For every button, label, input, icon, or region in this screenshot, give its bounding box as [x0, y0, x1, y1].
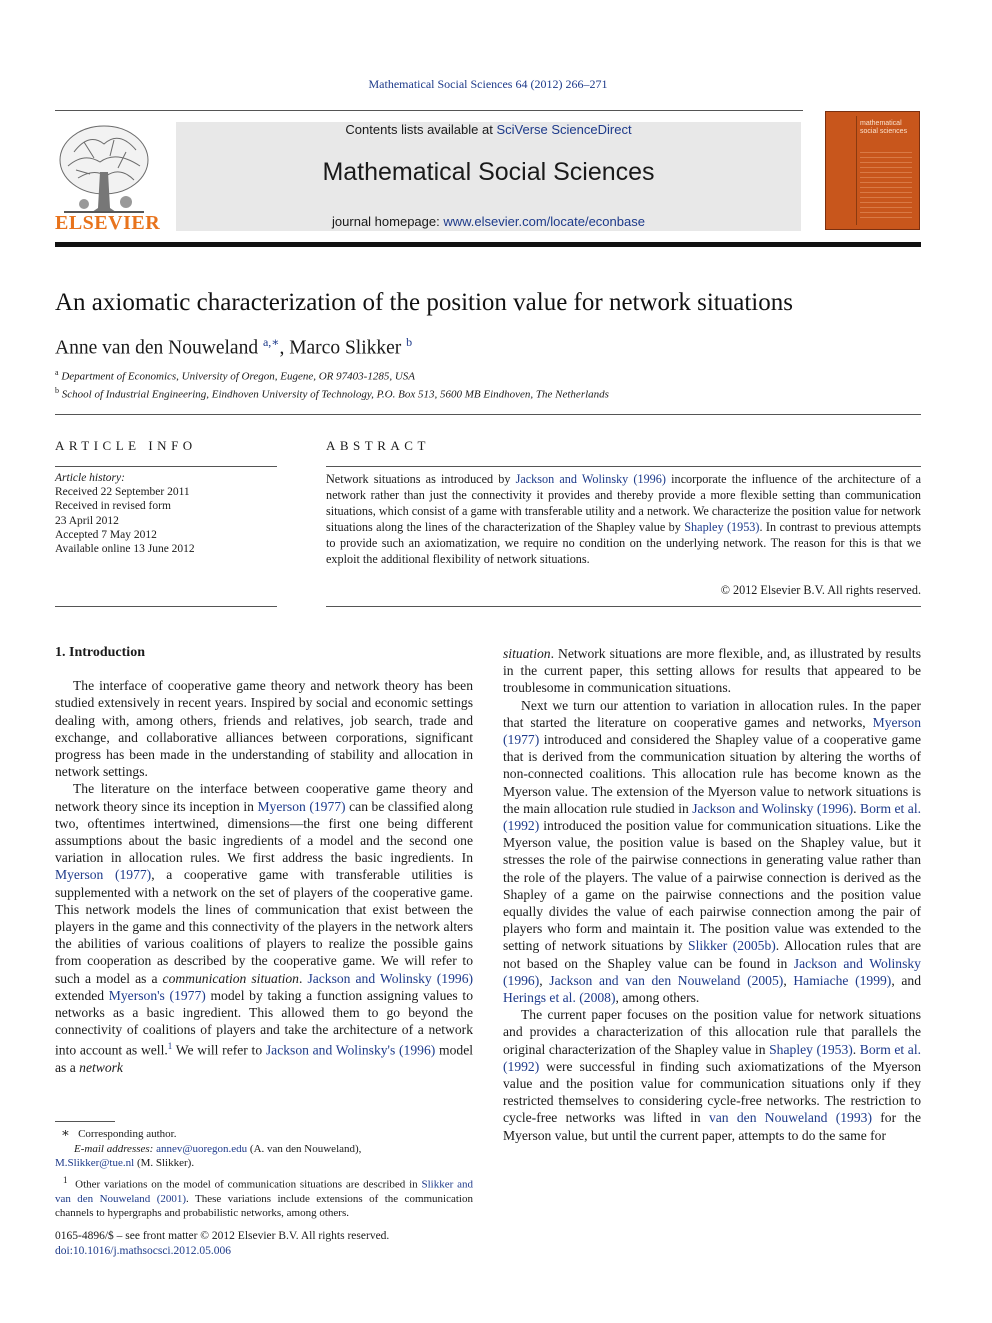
text-fragment: The current paper focuses on the position value for network situations and provides a characterization of this allocation rule that parallels the original characterization of the Shapley value in: [503, 1007, 921, 1057]
history-line: Accepted 7 May 2012: [55, 528, 157, 541]
text-fragment: .: [852, 1041, 860, 1057]
email-owner: (A. van den Nouweland),: [247, 1142, 362, 1155]
text-fragment: ,: [539, 972, 550, 988]
footnote-text: Corresponding author.: [78, 1128, 177, 1140]
cover-spine: [830, 116, 857, 225]
emphasis: network: [79, 1060, 123, 1076]
email-link[interactable]: M.Slikker@tue.nl: [55, 1157, 135, 1169]
abstract-rule: [326, 606, 921, 607]
abstract-fragment: . In contrast to previous attempts to provide such an axiomatization, we require no condition on the underlying network. The reason for this is that we exploit the additional flexibility of network situations.: [326, 520, 921, 566]
sciencedirect-link[interactable]: SciVerse ScienceDirect: [496, 122, 632, 137]
footnote-emails: [55, 1156, 473, 1171]
emphasis: communication situation: [162, 970, 299, 986]
author-name[interactable]: Marco Slikker: [289, 337, 402, 359]
homepage-link[interactable]: www.elsevier.com/locate/econbase: [443, 214, 645, 229]
text-fragment: extended: [55, 987, 109, 1003]
contents-prefix: Contents lists available at: [345, 122, 497, 137]
citation-link[interactable]: Jackson and van den Nouweland (2005): [549, 972, 784, 988]
author-affiliation-marker[interactable]: a,∗: [262, 335, 280, 349]
history-line: Received in revised form: [55, 500, 171, 513]
paragraph: [503, 645, 921, 697]
footnote-emails: [55, 1142, 473, 1157]
paragraph: [55, 780, 473, 1076]
citation-link[interactable]: Jackson and Wolinsky (1996): [515, 472, 666, 486]
emphasis: situation: [503, 646, 551, 661]
author-list: [55, 335, 412, 360]
header-thick-rule: [55, 242, 921, 247]
history-line: Available online 13 June 2012: [55, 543, 195, 556]
body-column-right: [503, 645, 921, 1144]
header-rule: [55, 110, 803, 111]
text-fragment: The literature on the interface between cooperative game theory and network theory since its inception in: [55, 781, 473, 814]
citation-link[interactable]: Jackson and Wolinsky (1996): [307, 970, 474, 986]
paragraph: The interface of cooperative game theory and network theory has been studied extensively in recent years. Inspired by social and economic settings dealing with, among others, friends and relatives, job search, trade and exchange, and collaborative alliances between corporations, significant progress has been made in the understanding of stability and allocation in network settings.: [55, 678, 473, 780]
citation-link[interactable]: Borm et al. (1992): [503, 1041, 922, 1074]
footnote-rule: [55, 1121, 115, 1122]
journal-citation[interactable]: Mathematical Social Sciences 64 (2012) 266–271: [368, 77, 608, 91]
journal-homepage-line: [176, 214, 801, 229]
email-link[interactable]: annev@uoregon.edu: [156, 1142, 248, 1155]
section-heading: 1. Introduction: [55, 645, 145, 660]
homepage-prefix: journal homepage:: [332, 214, 444, 229]
text-fragment: .: [298, 970, 308, 986]
text-fragment: Next we turn our attention to variation in allocation rules. In the paper that started the literature on cooperative games and networks,: [503, 697, 921, 730]
citation-link[interactable]: Myerson (1977): [55, 867, 152, 883]
article-info-heading: ARTICLE INFO: [55, 438, 197, 453]
email-owner: (M. Slikker).: [134, 1157, 195, 1169]
history-line: Received 22 September 2011: [55, 486, 190, 499]
text-fragment: can be classified along two, oftentimes intertwined, dimensions—the first one being different assumptions about the basic ingredients of a model and the second one variation in allocation rules. We first address the basic ingredients. In: [55, 798, 473, 866]
front-matter: [55, 1229, 389, 1259]
affiliation-a: [55, 368, 415, 383]
affiliation-b: [55, 386, 609, 401]
author-affiliation-marker[interactable]: b: [406, 335, 413, 349]
text-fragment: were successful in finding such axiomatizations of the Myerson value and the position value for communication situations only if they restricted themselves to considering cycle-free networks. The restriction to cycle-free networks was lifted in: [503, 1058, 921, 1126]
text-fragment: ,: [783, 972, 794, 988]
text-fragment: model as a: [55, 1043, 473, 1076]
affiliation-rule: [55, 414, 921, 415]
text-fragment: model by taking a function assigning values to networks as a basic ingredient. This allowed them to go beyond the connectivity of coalitions of players and take the architecture of a network into account as well.: [55, 987, 473, 1058]
footnote-1: [55, 1173, 473, 1221]
text-fragment: introduced and considered the Shapley value of a cooperative game that is derived from the communication situation by altering the worths of non-connected coalitions. This allocation rule has become known as the Myerson value. The extension of the Myerson value to network situations is the main allocation rule studied in: [503, 732, 921, 816]
affiliation-label: a: [55, 368, 59, 377]
text-fragment: We will refer to: [172, 1043, 266, 1058]
text-fragment: , a cooperative game with transferable utilities is supplemented with a network on the set of players of the cooperative game. This network models the lines of communication that exist between the players in the game and this connectivity of the players in the network alters the abilities of various coalitions of players to realize the possible gains from cooperation as described by the cooperative game. We will refer to such a model as a: [55, 867, 474, 986]
footnote-star: ∗: [61, 1125, 70, 1140]
contents-lists-line: [176, 122, 801, 137]
citation-link[interactable]: Jackson and Wolinsky's (1996): [265, 1043, 436, 1058]
text-fragment: . Allocation rules that are not based on the Shapley value can be found in: [503, 938, 921, 971]
text-fragment: introduced the position value for communication situations. Like the Myerson value, the position value is based on the Shapley value, but it stresses the role of the pairwise connections in generating value rather than the role of the players. The value of a pairwise connection is derived as the Shapley of a game on the pairwise connections and the position value equally divides the value of each pairwise connection among the pair of players who form and maintain it. The position value was extended to the setting of network situations by: [503, 818, 921, 954]
article-info-rule: [55, 466, 277, 467]
footnote-marker[interactable]: 1: [167, 1041, 173, 1052]
citation-link[interactable]: Jackson and Wolinsky (1996): [503, 955, 921, 988]
journal-cover-thumbnail[interactable]: [825, 111, 920, 230]
citation-link[interactable]: Slikker (2005b): [688, 938, 776, 954]
cover-title: mathematical social sciences: [860, 120, 908, 135]
history-line: 23 April 2012: [55, 514, 119, 527]
abstract-heading: ABSTRACT: [326, 438, 430, 453]
abstract-rule: [326, 466, 921, 467]
text-fragment: , and: [891, 972, 922, 988]
footnotes: [55, 1126, 473, 1221]
article-info-rule: [55, 606, 277, 607]
affiliation-text: School of Industrial Engineering, Eindhoven University of Technology, P.O. Box 513, 5600 MB Eindhoven, The Netherlands: [61, 388, 609, 401]
email-label: E-mail addresses:: [74, 1142, 154, 1155]
citation-link[interactable]: Borm et al. (1992): [503, 800, 921, 834]
citation-link[interactable]: Hamiache (1999): [793, 972, 892, 988]
text-fragment: . Network situations are more flexible, and, as illustrated by results in the current paper, this setting allows for results that appeared to be troublesome in communication situations.: [503, 646, 921, 696]
citation-link[interactable]: Myerson (1977): [503, 714, 921, 748]
text-fragment: for the Myerson value, but until the current paper, attempts to do the same for: [503, 1110, 922, 1143]
body-column-left: [55, 644, 473, 1076]
affiliation-text: Department of Economics, University of Oregon, Eugene, OR 97403-1285, USA: [61, 370, 415, 383]
abstract-fragment: Network situations as introduced by: [326, 472, 516, 486]
citation-link[interactable]: Slikker and van den Nouweland (2001): [55, 1178, 473, 1205]
citation-link[interactable]: Myerson's (1977): [108, 987, 206, 1003]
citation-link[interactable]: Jackson and Wolinsky (1996): [692, 800, 854, 816]
abstract-fragment: incorporate the influence of the architecture of a network rather than just the connectivity it provides and thereby provide a more flexible setting than communication situations, which consist of a game with transferable utility and a network. We characterize the position value for network situations along the lines of the characterization of the Shapley value by: [326, 472, 921, 534]
author-separator: ,: [279, 337, 290, 359]
journal-title: Mathematical Social Sciences: [322, 158, 655, 186]
affiliation-label: b: [55, 386, 59, 395]
copyright-notice: © 2012 Elsevier B.V. All rights reserved.: [720, 583, 921, 597]
footnote-corresponding: [55, 1126, 473, 1142]
paragraph: [503, 697, 921, 1007]
abstract-text: [326, 471, 921, 567]
footnote-text: . These variations include extensions of the communication channels to hypergraphs and probabilistic networks, among others.: [55, 1192, 473, 1220]
footnote-text: Other variations on the model of communication situations are described in: [75, 1178, 422, 1191]
text-fragment: , among others.: [615, 990, 700, 1006]
citation-link[interactable]: Shapley (1953): [769, 1041, 853, 1057]
cover-text-lines: [860, 148, 912, 218]
paragraph: [503, 1006, 921, 1144]
text-fragment: .: [853, 800, 861, 816]
article-history: [55, 471, 195, 556]
citation-link[interactable]: van den Nouweland (1993): [708, 1110, 872, 1126]
citation-link[interactable]: Herings et al. (2008): [503, 990, 616, 1006]
author-name[interactable]: Anne van den Nouweland: [55, 337, 259, 359]
issn-line: 0165-4896/$ – see front matter © 2012 Elsevier B.V. All rights reserved.: [55, 1230, 390, 1242]
doi-link[interactable]: doi:10.1016/j.mathsocsci.2012.05.006: [55, 1245, 232, 1257]
citation-link[interactable]: Shapley (1953): [684, 520, 760, 534]
footnote-number: 1: [63, 1174, 68, 1185]
history-label: Article history:: [55, 472, 125, 484]
citation-link[interactable]: Myerson (1977): [257, 798, 346, 814]
elsevier-wordmark: ELSEVIER: [55, 212, 161, 234]
article-title: An axiomatic characterization of the position value for network situations: [55, 289, 793, 316]
